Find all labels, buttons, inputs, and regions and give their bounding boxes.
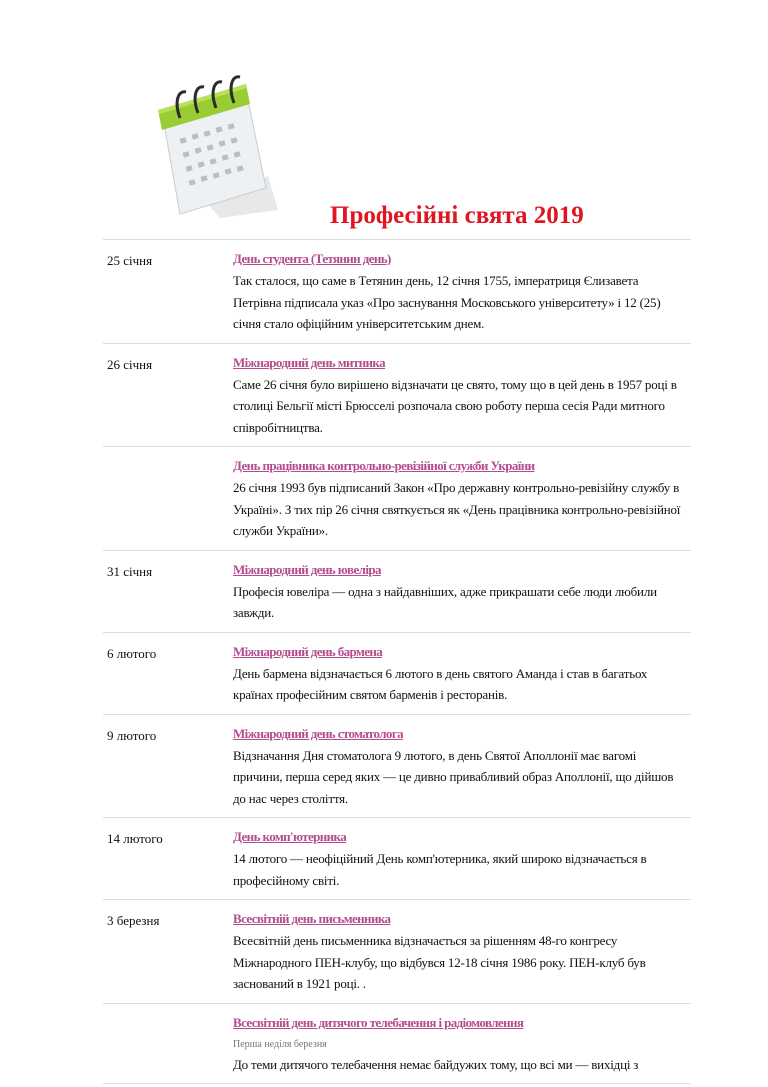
holiday-description: 14 лютого — неофіційний День комп'ютерника, який широко відзначається в професійному світі. <box>233 851 647 888</box>
table-row <box>103 818 691 900</box>
table-row <box>103 715 691 819</box>
holiday-date <box>103 1014 233 1076</box>
calendar-icon <box>150 72 280 220</box>
holiday-content <box>233 457 691 542</box>
holiday-title-link[interactable]: День комп'ютерника <box>233 829 347 844</box>
holiday-title-link[interactable]: Міжнародний день бармена <box>233 643 383 659</box>
holiday-title-link[interactable]: День працівника контрольно-ревізійної служби України <box>233 458 535 473</box>
holiday-title-link[interactable]: Всесвітній день письменника <box>233 911 391 926</box>
holiday-description: Всесвітній день письменника відзначається за рішенням 48-го конгресу Міжнародного ПЕН-клубу, що відбувся 12-18 січня 1986 року. ПЕН-клуб був заснований в 1921 році. . <box>233 933 646 991</box>
holiday-description: Професія ювеліра — одна з найдавніших, адже прикрашати себе люди любили завжди. <box>233 583 657 620</box>
holiday-date: 31 січня <box>107 563 153 579</box>
holidays-table <box>103 239 691 1084</box>
holiday-date: 9 лютого <box>107 727 157 743</box>
table-row <box>103 633 691 715</box>
table-row <box>103 551 691 633</box>
page-title: Професійні свята 2019 <box>330 202 584 229</box>
holiday-date: 3 березня <box>107 913 160 928</box>
holiday-description: Відзначання Дня стоматолога 9 лютого, в день Святої Аполлонії має вагомі причини, перша серед яких — це дивно привабливий образ Аполлонії, що дійшов до нас через століття. <box>233 747 674 806</box>
holiday-description: День бармена відзначається 6 лютого в день святого Аманда і став в багатьох країнах професійним святом барменів і ресторанів. <box>233 665 648 702</box>
holiday-content <box>233 354 691 439</box>
holiday-content <box>233 643 691 706</box>
table-row <box>103 344 691 448</box>
holiday-title-link[interactable]: Міжнародний день ювеліра <box>233 561 381 577</box>
holiday-content <box>233 250 691 335</box>
holiday-title-link[interactable]: День студента (Тетянин день) <box>233 251 391 266</box>
table-row <box>103 900 691 1004</box>
holiday-date: 26 січня <box>107 356 153 372</box>
holiday-description: Так сталося, що саме в Тетянин день, 12 січня 1755, імператриця Єлизавета Петрівна підписала указ «Про заснування Московського університету» і 12 (25) січня стало офіційним університетським днем. <box>233 273 661 331</box>
holiday-title-link[interactable]: Всесвітній день дитячого телебачення і радіомовлення <box>233 1014 524 1030</box>
holiday-description: 26 січня 1993 був підписаний Закон «Про державну контрольно-ревізійну службу в Україні». З тих пір 26 січня святкується як «День працівника контрольно-ревізійної служби України». <box>233 480 681 538</box>
holiday-content <box>233 1014 691 1076</box>
table-row <box>103 1004 691 1085</box>
holiday-date: 14 лютого <box>107 831 163 846</box>
holiday-description: До теми дитячого телебачення немає байдужих тому, що всі ми — вихідці з <box>233 1056 639 1072</box>
table-row <box>103 447 691 551</box>
holiday-date: 25 січня <box>107 253 153 268</box>
holiday-note: Перша неділя березня <box>233 1038 327 1050</box>
holiday-content <box>233 561 691 624</box>
holiday-description: Саме 26 січня було вирішено відзначати це свято, тому що в цей день в 1957 році в столиці Бельгії місті Брюсселі розпочала свою роботу перша сесія Ради митного співробітництва. <box>233 376 677 435</box>
holiday-content <box>233 910 691 995</box>
holiday-title-link[interactable]: Міжнародний день стоматолога <box>233 725 404 741</box>
table-row <box>103 240 691 344</box>
holiday-content <box>233 725 691 810</box>
holiday-title-link[interactable]: Міжнародний день митника <box>233 354 386 370</box>
holiday-date: 6 лютого <box>107 645 157 661</box>
holiday-content <box>233 828 691 891</box>
holiday-date <box>103 457 233 542</box>
